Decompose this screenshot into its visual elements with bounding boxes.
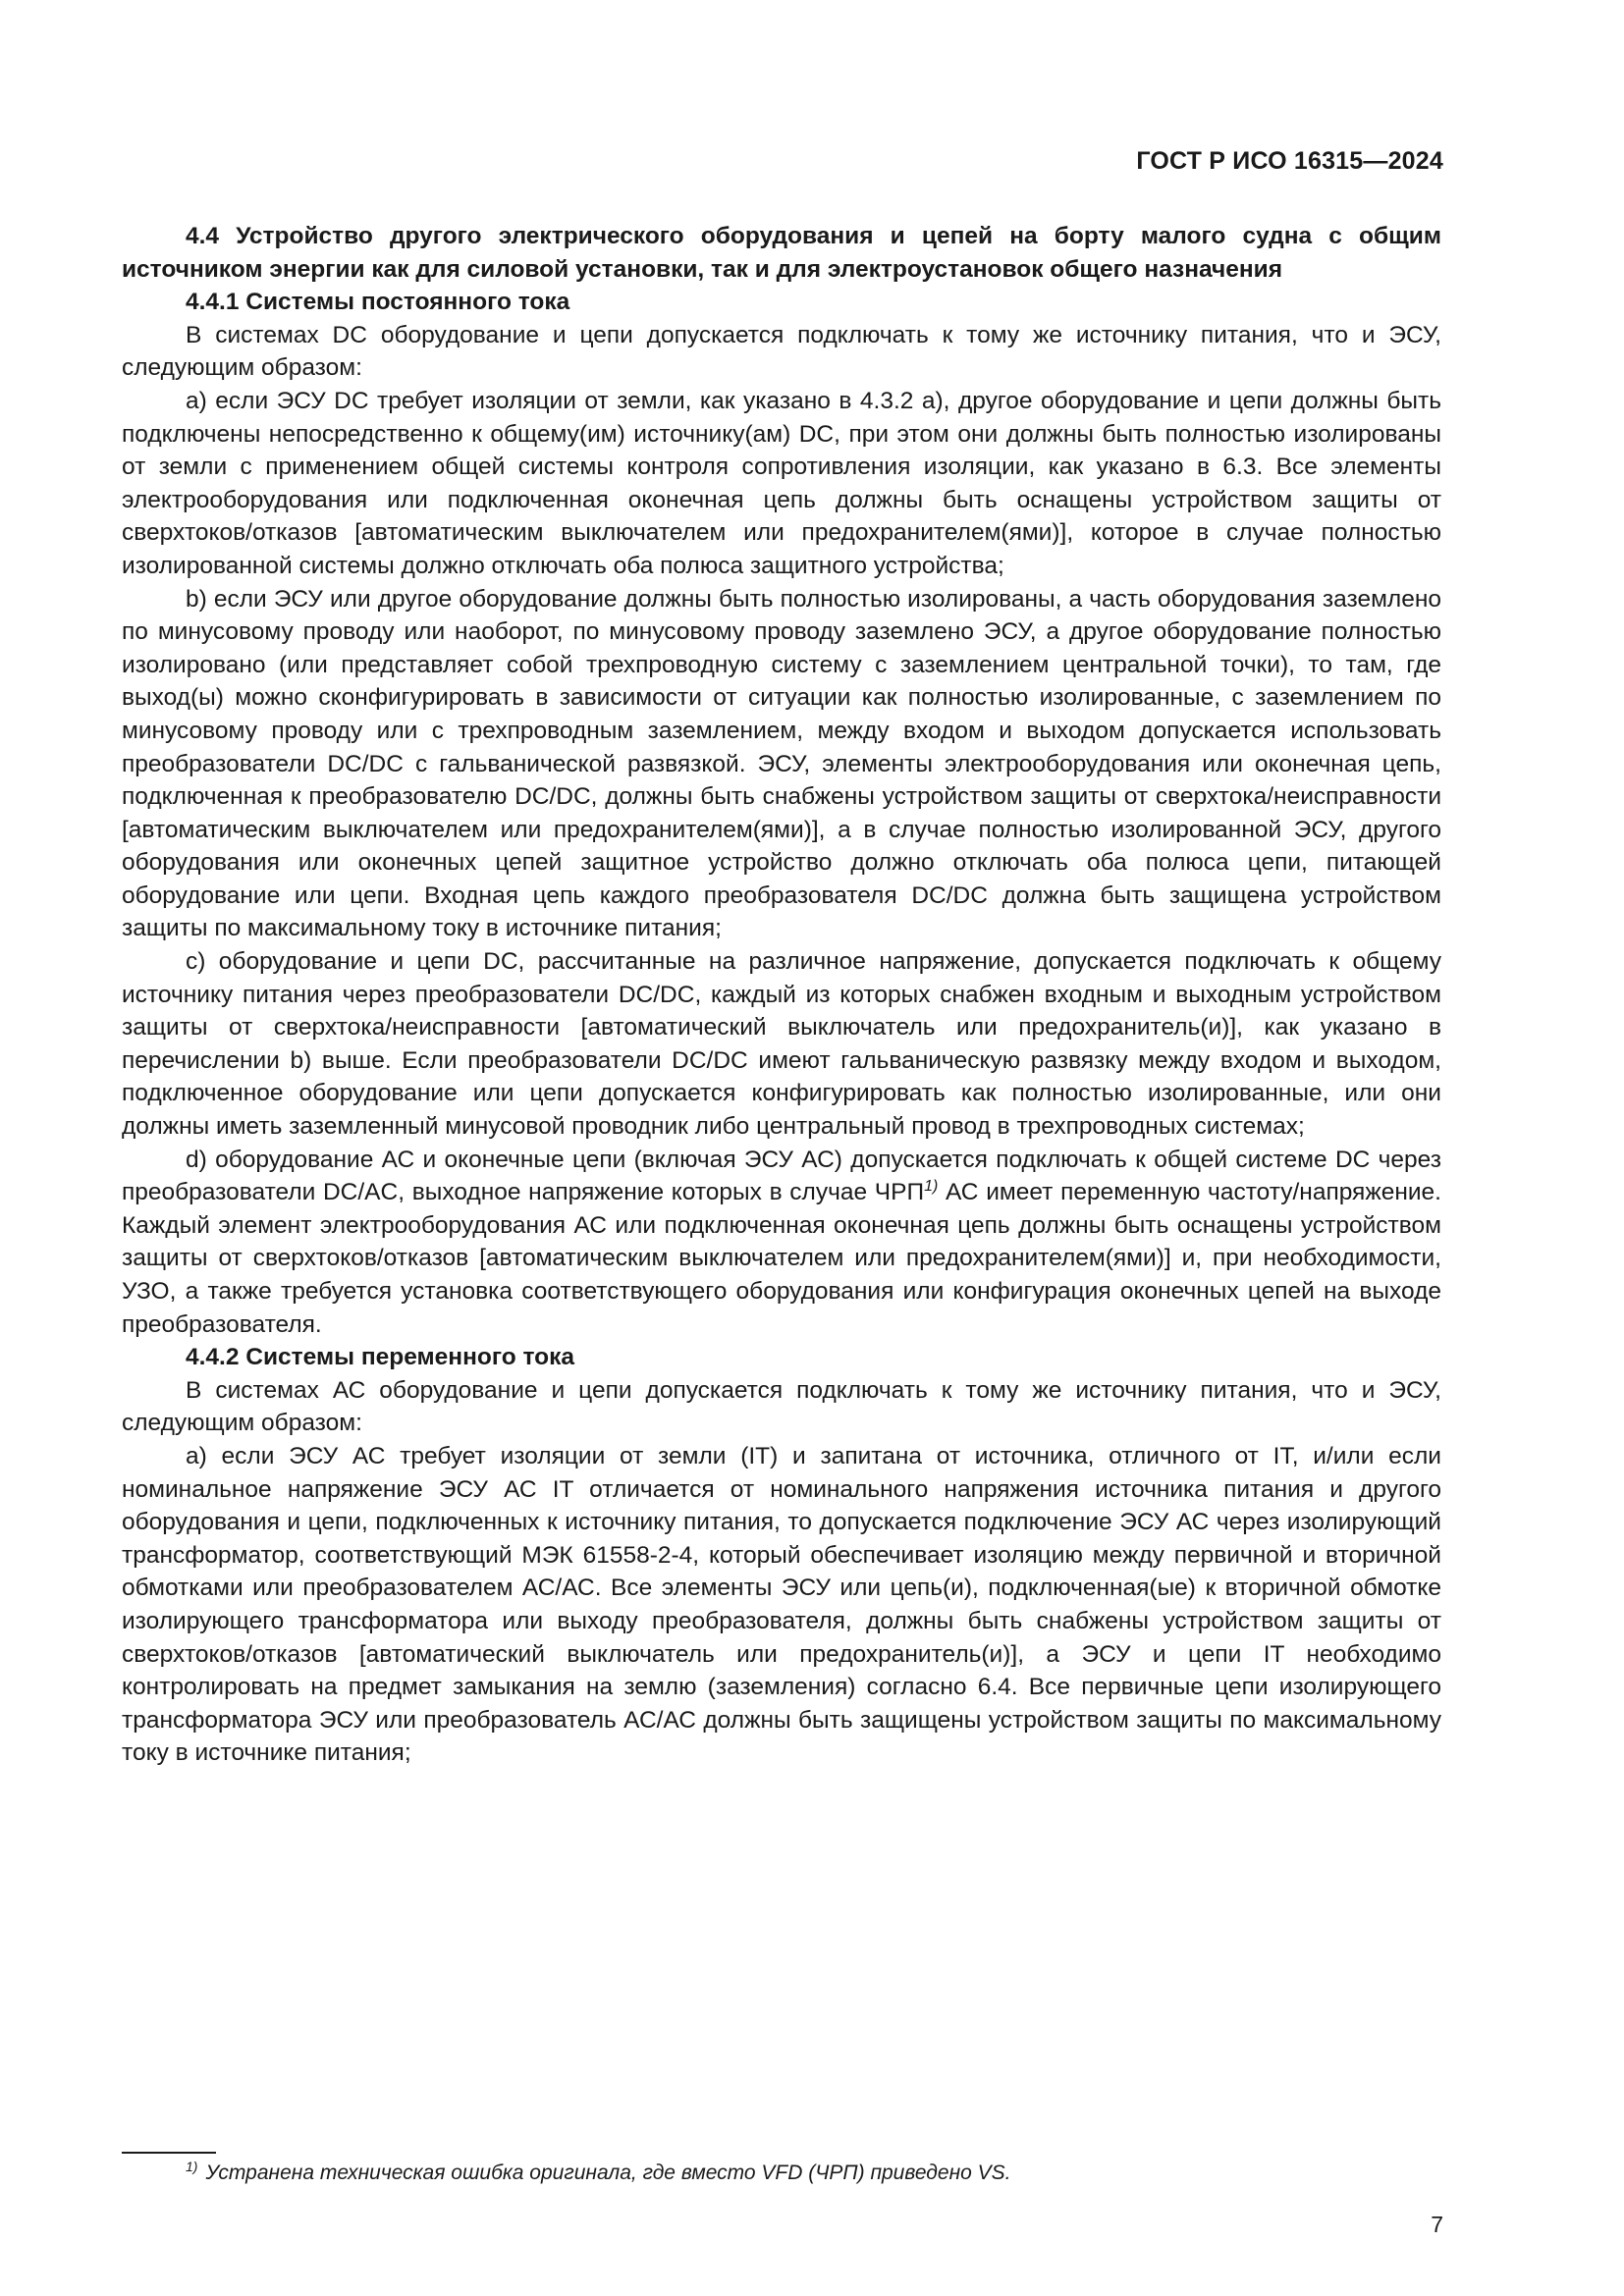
section-4-4-1-item-b: b) если ЭСУ или другое оборудование должны быть полностью изолированы, а часть оборудования заземлено по минусовому проводу или наоборот, по минусовому проводу заземлено ЭСУ, а другое оборудование полностью изолировано (или представляет собой трехпроводную систему с заземлением центральной точки), то там, где выход(ы) можно сконфигурировать в зависимости от ситуации как полностью изолированные, с заземлением по минусовому проводу или с трехпроводным заземлением, между входом и выходом допускается использовать преобразователи DC/DC с гальванической развязкой. ЭСУ, элементы электрооборудования или оконечная цепь, подключенная к преобразователю DC/DC, должны быть снабжены устройством защиты от сверхтока/неисправности [автоматическим выключателем или предохранителем(ями)], а в случае полностью изолированной ЭСУ, другого оборудования или оконечных цепей защитное устройство должно отключать оба полюса цепи, питающей оборудование или цепи. Входная цепь каждого преобразователя DC/DC должна быть защищена устройством защиты по максимальному току в источнике питания;	[122, 585, 1441, 942]
page-number: 7	[1431, 2212, 1443, 2237]
section-4-4-2-heading: 4.4.2 Системы переменного тока	[186, 1344, 575, 1371]
section-4-4-1-item-a: а) если ЭСУ DC требует изоляции от земли, как указано в 4.3.2 а), другое оборудование и цепи должны быть подключены непосредственно к общему(им) источнику(ам) DC, при этом они должны быть полностью изолированы от земли с применением общей системы контроля сопротивления изоляции, как указано в 6.3. Все элементы электрооборудования или подключенная оконечная цепь должны быть оснащены устройством защиты от сверхтоков/отказов [автоматическим выключателем или предохранителем(ями)], которое в случае полностью изолированной системы должно отключать оба полюса защитного устройства;	[122, 387, 1441, 579]
section-4-4-2-intro: В системах АС оборудование и цепи допускается подключать к тому же источнику питания, что и ЭСУ, следующим образом:	[122, 1376, 1441, 1437]
section-4-4-1-intro: В системах DC оборудование и цепи допускается подключать к тому же источнику питания, что и ЭСУ, следующим образом:	[122, 321, 1441, 382]
section-4-4-2-item-a: а) если ЭСУ АС требует изоляции от земли (IT) и запитана от источника, отличного от IT, и/или если номинальное напряжение ЭСУ АС IT отличается от номинального напряжения источника питания и другого оборудования и цепи, подключенных к источнику питания, то допускается подключение ЭСУ АС через изолирующий трансформатор, соответствующий МЭК 61558-2-4, который обеспечивает изоляцию между первичной и вторичной обмотками или преобразователем АС/АС. Все элементы ЭСУ или цепь(и), подключенная(ые) к вторичной обмотке изолирующего трансформатора или выходу преобразователя, должны быть снабжены устройством защиты от сверхтоков/отказов [автоматический выключатель или предохранитель(и)], а ЭСУ и цепи IT необходимо контролировать на предмет замыкания на землю (заземления) согласно 6.4. Все первичные цепи изолирующего трансформатора ЭСУ или преобразователь АС/АС должны быть защищены устройством защиты по максимальному току в источнике питания;	[122, 1442, 1441, 1767]
section-4-4-1-item-d	[122, 1144, 1441, 1342]
section-4-4-1-heading: 4.4.1 Системы постоянного тока	[186, 289, 570, 316]
footnote-text: Устранена техническая ошибка оригинала, где вместо VFD (ЧРП) приведено VS.	[205, 2162, 1011, 2184]
footnote-reference-mark: 1)	[924, 1178, 939, 1196]
section-4-4-1-item-c: с) оборудование и цепи DC, рассчитанные на различное напряжение, допускается подключать к общему источнику питания через преобразователи DC/DC, каждый из которых снабжен входным и выходным устройством защиты от сверхтока/неисправности [автоматический выключатель или предохранитель(и)], как указано в перечислении b) выше. Если преобразователи DC/DC имеют гальваническую развязку между входом и выходом, подключенное оборудование или цепи допускается конфигурировать как полностью изолированные, или они должны иметь заземленный минусовой проводник либо центральный провод в трехпроводных системах;	[122, 948, 1441, 1141]
standard-designation: ГОСТ Р ИСО 16315—2024	[1136, 147, 1443, 175]
item-d-text-after: АС имеет переменную частоту/напряжение. Каждый элемент электрооборудования АС или подключенная оконечная цепь должны быть оснащены устройством защиты от сверхтоков/отказов [автоматическим выключателем или предохранителем(ями)] и, при необходимости, УЗО, а также требуется установка соответствующего оборудования или конфигурация оконечных цепей на выходе преобразователя.	[122, 1179, 1441, 1338]
page-body	[122, 220, 1441, 1770]
item-d-text-before: d) оборудование АС и оконечные цепи (включая ЭСУ АС) допускается подключать к общей системе DC через преобразователи DC/AC, выходное напряжение которых в случае ЧРП	[122, 1146, 1441, 1206]
footnote-separator	[122, 2152, 216, 2154]
section-4-4-heading: 4.4 Устройство другого электрического оборудования и цепей на борту малого судна с общим источником энергии как для силовой установки, так и для электроустановок общего назначения	[122, 223, 1441, 283]
footnote	[186, 2160, 1442, 2187]
footnote-mark: 1)	[186, 2159, 198, 2174]
